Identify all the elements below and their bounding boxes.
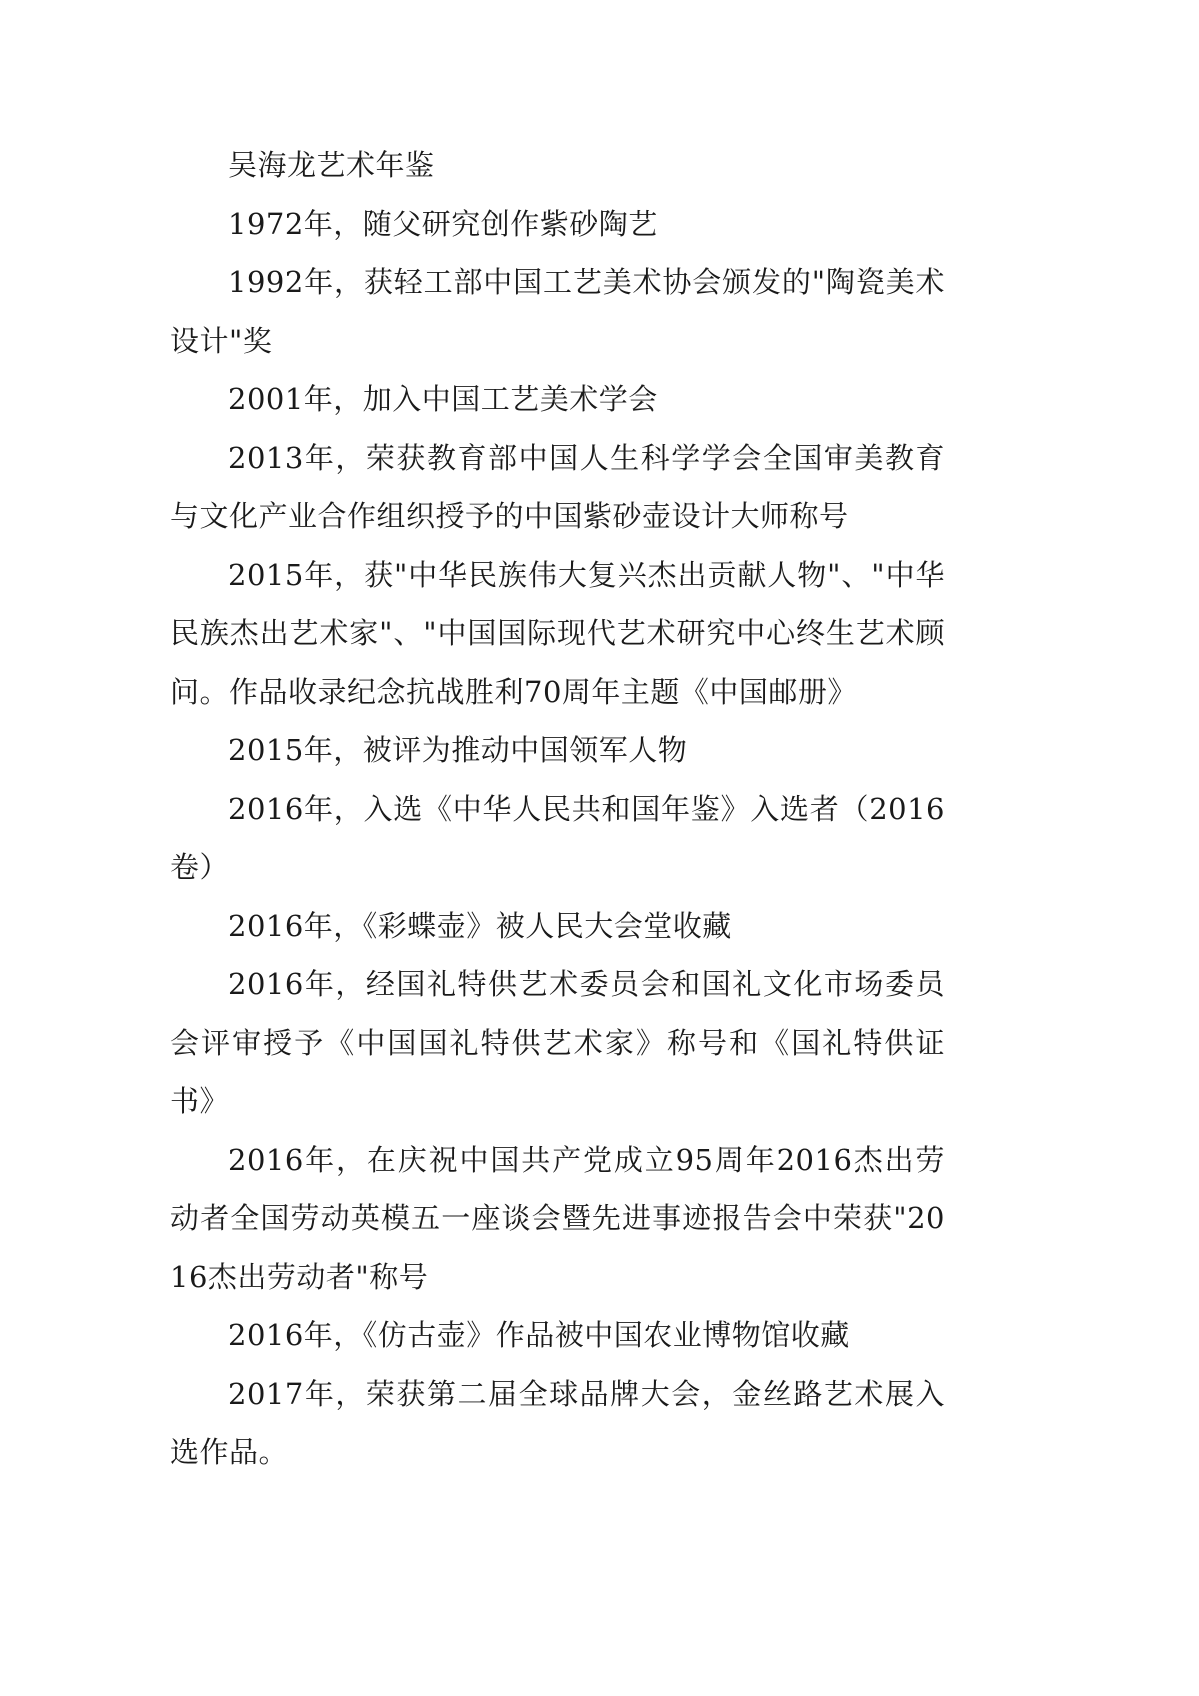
document-body (170, 136, 945, 1482)
entry-2016-caidie: 2016年，《彩蝶壶》被人民大会堂收藏 (228, 908, 732, 943)
entry-2016-guoli: 2016年，经国礼特供艺术委员会和国礼文化市场委员会评审授予《中国国礼特供艺术家》称号和《国礼特供证书》 (170, 967, 945, 1118)
entry-1972: 1972年，随父研究创作紫砂陶艺 (228, 206, 658, 241)
entry-2015-leader: 2015年，被评为推动中国领军人物 (228, 733, 688, 767)
entry-2013: 2013年，荣获教育部中国人生科学学会全国审美教育与文化产业合作组织授予的中国紫砂壶设计大师称号 (170, 440, 945, 533)
document-title: 吴海龙艺术年鉴 (228, 148, 435, 182)
entry-2001: 2001年，加入中国工艺美术学会 (228, 382, 658, 416)
entry-1992: 1992年，获轻工部中国工艺美术协会颁发的"陶瓷美术设计"奖 (170, 265, 945, 358)
entry-2016-yearbook: 2016年，入选《中华人民共和国年鉴》入选者（2016卷） (170, 791, 945, 884)
entry-2016-fanggu: 2016年，《仿古壶》作品被中国农业博物馆收藏 (228, 1318, 850, 1352)
entry-2015-honors: 2015年，获"中华民族伟大复兴杰出贡献人物"、"中华民族杰出艺术家"、"中国国际现代艺术研究中心终生艺术顾问。作品收录纪念抗战胜利70周年主题《中国邮册》 (170, 557, 945, 709)
entry-2017: 2017年，荣获第二届全球品牌大会，金丝路艺术展入选作品。 (170, 1376, 945, 1469)
entry-2016-laborer: 2016年，在庆祝中国共产党成立95周年2016杰出劳动者全国劳动英模五一座谈会暨先进事迹报告会中荣获"2016杰出劳动者"称号 (170, 1142, 945, 1294)
